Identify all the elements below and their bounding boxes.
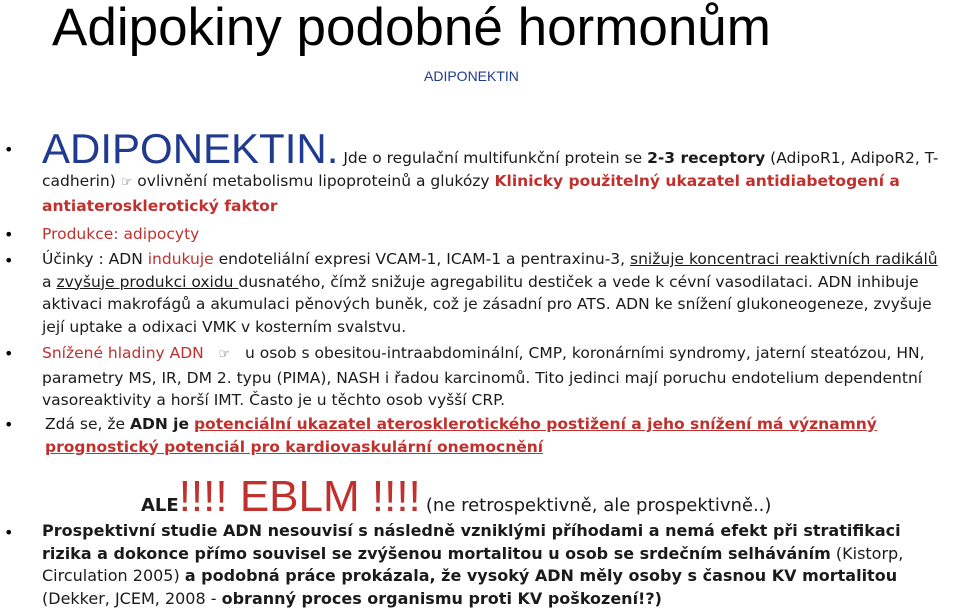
text-underlined: snižuje koncentraci reaktivních radikálů <box>630 250 938 268</box>
text: Zdá se, že <box>45 415 130 433</box>
text: (Dekker, JCEM, 2008 - <box>42 588 222 608</box>
text-underlined: zvyšuje produkci oxidu <box>56 272 239 291</box>
produkce-value: adipocyty <box>123 225 200 243</box>
text: (Kistorp, Circulation 2005) <box>42 543 904 585</box>
text-red: indukuje <box>147 250 214 268</box>
slide-subtitle: ADIPONEKTIN <box>424 68 519 84</box>
bullet-snizene <box>42 342 954 412</box>
bullet-ucinky <box>42 248 950 338</box>
text: endoteliální expresi VCAM-1, ICAM-1 a pentraxinu-3, <box>213 250 631 268</box>
prognostic-text: potenciální ukazatel aterosklerotického postižení a jeho snížení má významný prognostický potenciál pro kardiovaskulární onemocnění <box>45 415 877 456</box>
text: u osob s obesitou-intraabdominální, CMP, koronárními syndromy, jaterní steatózou, HN, parametry MS, IR, DM 2. typu (PIMA), NASH i řadou karcinomů. Tito jedinci mají poruchu endotelium dependentní vasoreaktivity a horší IMT. Často je u těchto osob vyšší CRP. <box>42 344 925 409</box>
bullet-marker: • <box>4 415 14 434</box>
text: dusnatého, čímž snižuje agregabilitu destiček a vede k cévní vasodilataci. ADN inhibuje aktivaci makrofágů a akumulaci pěnových buněk, což je zásadní pro ATS. ADN ke snížení glukoneogeneze, zvyšuje její uptake a odixaci VMK v kosterním svalstvu. <box>42 272 932 336</box>
bullet-marker: • <box>4 225 14 244</box>
ale-note: (ne retrospektivně, ale prospektivně..) <box>425 495 772 516</box>
text-bold: Prospektivní studie ADN nesouvisí s následně vzniklými příhodami a nemá efekt při stratifikaci rizika a dokonce přímo souvisel se zvýšenou mortalitou u osob se srdečním selháváním <box>42 521 901 563</box>
ale-line <box>141 472 771 522</box>
text: (AdipoR1, AdipoR2, T-cadherin) <box>42 149 939 190</box>
bullet-marker: • <box>4 344 14 363</box>
text-bold: a podobná práce prokázala, že vysoký ADN měly osoby s časnou KV mortalitou <box>184 566 898 585</box>
bullet-adiponektin <box>42 125 942 217</box>
clinical-marker-text: Klinicky použitelný ukazatel antidiabetogení a antiaterosklerotický faktor <box>42 172 900 215</box>
eblm-emphasis: !!!! EBLM !!!! <box>178 472 421 521</box>
text: Jde o regulační multifunkční protein se <box>338 149 648 167</box>
slide-title: Adipokiny podobné hormonům <box>52 0 771 57</box>
bullet-zda-se <box>42 413 941 458</box>
bullet-marker: • <box>4 251 14 270</box>
bullet-marker: • <box>4 523 14 542</box>
ale-label: ALE <box>141 495 179 516</box>
text: a <box>42 272 57 291</box>
produkce-label: Produkce: <box>42 225 124 243</box>
bullet-prospektivni <box>42 520 954 610</box>
bullet-marker: • <box>4 140 14 159</box>
pointing-hand-icon: ☞ <box>218 347 231 362</box>
text-bold: ?) <box>645 588 662 608</box>
pointing-hand-icon: ☞ <box>120 175 133 190</box>
text: ovlivnění metabolismu lipoproteinů a glukózy <box>132 172 495 190</box>
text-red: Snížené hladiny ADN <box>42 344 204 362</box>
adiponektin-heading: ADIPONEKTIN. <box>42 125 339 172</box>
text-bold: obranný proces organismu proti KV poškození! <box>221 588 646 608</box>
text: Účinky : ADN <box>42 250 148 268</box>
bullet-produkce <box>42 223 922 246</box>
text-bold: 2-3 receptory <box>647 149 766 167</box>
text-bold: ADN je <box>129 415 190 433</box>
